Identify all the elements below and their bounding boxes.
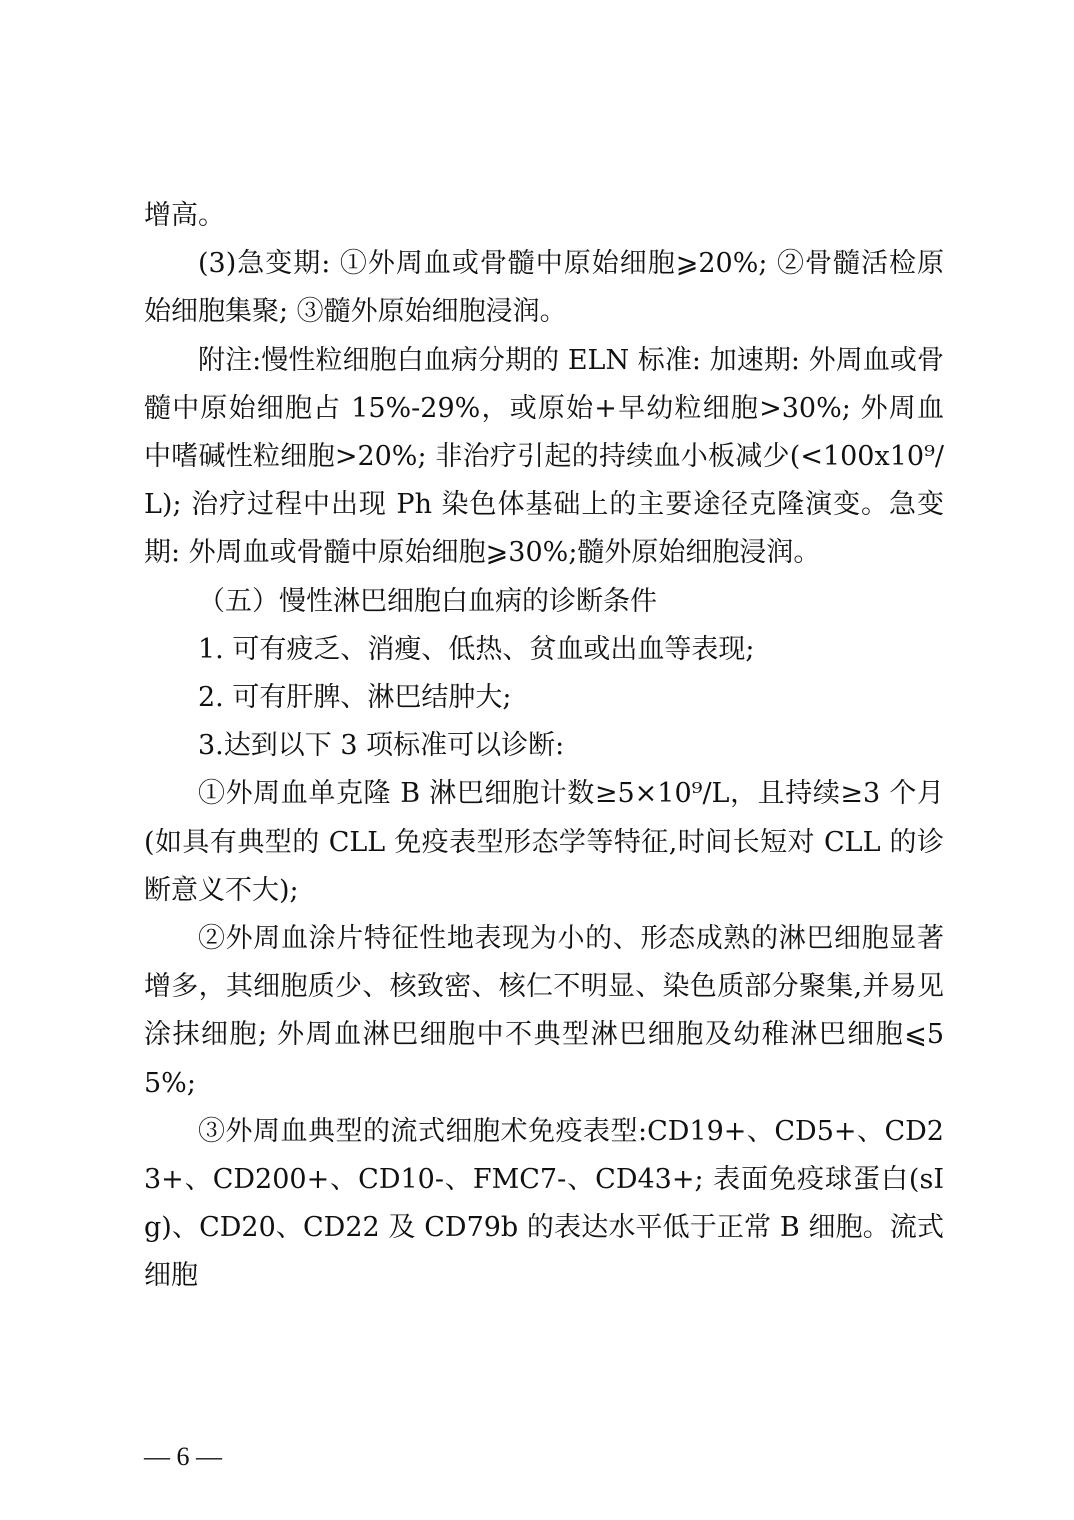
paragraph-continuation: 增高。 [144,200,225,231]
paragraph-blast-phase: (3)急变期: ①外周血或骨髓中原始细胞⩾20%; ②骨髓活检原始细胞集聚; ③髓外原始细胞浸润。 [144,248,944,328]
list-item-3: 3.达到以下 3 项标准可以诊断: [198,730,565,762]
section-heading-cll: （五）慢性淋巴细胞白血病的诊断条件 [198,585,657,617]
paragraph-eln-note: 附注:慢性粒细胞白血病分期的 ELN 标准: 加速期: 外周血或骨髓中原始细胞占 15%-29%，或原始+早幼粒细胞>30%; 外周血中嗜碱性粒细胞>20%; 非治疗引起的持续血小板减少(<100x10⁹/L); 治疗过程中出现 Ph 染色体基础上的主要途径克隆演变。急变期: 外周血或骨髓中原始细胞⩾30%;髓外原始细胞浸润。 [144,344,944,569]
criterion-2: ②外周血涂片特征性地表现为小的、形态成熟的淋巴细胞显著增多，其细胞质少、核致密、核仁不明显、染色质部分聚集,并易见涂抹细胞; 外周血淋巴细胞中不典型淋巴细胞及幼稚淋巴细胞⩽55%; [144,923,944,1099]
document-body [144,192,944,1301]
list-item-2: 2. 可有肝脾、淋巴结肿大; [198,682,512,714]
criterion-1: ①外周血单克隆 B 淋巴细胞计数≥5×10⁹/L，且持续≥3 个月(如具有典型的 CLL 免疫表型形态学等特征,时间长短对 CLL 的诊断意义不大); [144,778,944,906]
criterion-3: ③外周血典型的流式细胞术免疫表型:CD19+、CD5+、CD23+、CD200+、CD10-、FMC7-、CD43+; 表面免疫球蛋白(sIg)、CD20、CD22 及 CD79b 的表达水平低于正常 B 细胞。流式细胞 [144,1115,944,1292]
page-number: — 6 — [144,1442,222,1471]
list-item-1: 1. 可有疲乏、消瘦、低热、贫血或出血等表现; [198,633,755,665]
